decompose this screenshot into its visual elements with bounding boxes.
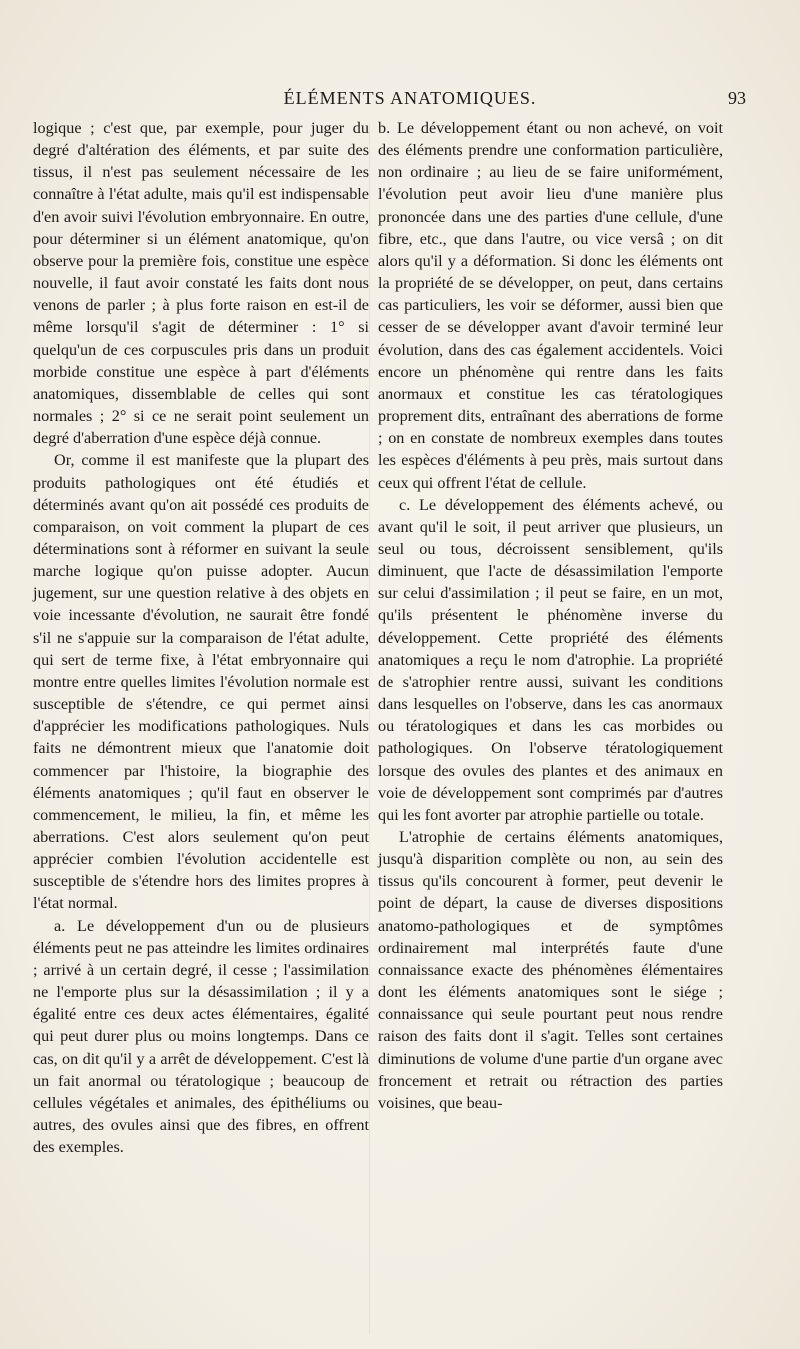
right-column	[378, 117, 723, 1114]
column-gutter	[369, 124, 370, 1334]
paragraph: L'atrophie de certains éléments anatomiques, jusqu'à disparition complète ou non, au sein des tissus qu'ils concourent à former, peut devenir le point de départ, la cause de diverses dispositions anatomo-pathologiques et de symptômes ordinairement mal interprétés faute d'une connaissance exacte des phénomènes élémentaires dont les éléments anatomiques sont le siége ; connaissance qui seule pourtant peut nous rendre raison des faits dont il s'agit. Telles sont certaines diminutions de volume d'une partie d'un organe avec froncement et retrait ou rétraction des parties voisines, que beau-	[378, 828, 723, 1112]
paragraph: c. Le développement des éléments achevé, ou avant qu'il le soit, il peut arriver que plusieurs, un seul ou tous, décroissent sensiblement, qu'ils diminuent, que l'acte de désassimilation l'emporte sur celui d'assimilation ; il peut se faire, en un mot, qu'ils présentent le phénomène inverse du développement. Cette propriété des éléments anatomiques a reçu le nom d'atrophie. La propriété de s'atrophier rentre aussi, suivant les conditions dans lesquelles on l'observe, dans les cas anormaux ou tératologiques et dans les cas morbides ou pathologiques. On l'observe tératologiquement lorsque des ovules des plantes et des animaux en voie de développement sont comprimés par d'autres qui les font avorter par atrophie partielle ou totale.	[378, 495, 723, 824]
page-number: 93	[728, 88, 746, 108]
running-header: ÉLÉMENTS ANATOMIQUES.	[283, 88, 537, 108]
paragraph: logique ; c'est que, par exemple, pour juger du degré d'altération des éléments, et par suite des tissus, il n'est pas seulement nécessaire de les connaître à l'état adulte, mais qu'il est indispensable d'en avoir suivi l'évolution embryonnaire. En outre, pour déterminer si un élément anatomique, qu'on observe pour la première fois, constitue une espèce nouvelle, il faut avoir constaté les faits dont nous venons de parler ; à plus forte raison en est-il de même lorsqu'il s'agit de déterminer : 1° si quelqu'un de ces corpuscules pris dans un produit morbide constitue une espèce à part d'éléments anatomiques, dissemblable de celles qui sont normales ; 2° si ce ne serait point seulement un degré d'aberration d'une espèce déjà connue.	[33, 119, 369, 448]
paragraph: a. Le développement d'un ou de plusieurs éléments peut ne pas atteindre les limites ordinaires ; arrivé à un certain degré, il cesse ; l'assimilation ne l'emporte plus sur la désassimilation ; il y a égalité entre ces deux actes élémentaires, égalité qui peut durer plus ou moins longtemps. Dans ce cas, on dit qu'il y a arrêt de développement. C'est là un fait anormal ou tératologique ; beaucoup de cellules végétales et animales, des épithéliums ou autres, des ovules ainsi que des fibres, en offrent des exemples.	[33, 916, 369, 1157]
paragraph: b. Le développement étant ou non achevé, on voit des éléments prendre une conformation particulière, non ordinaire ; au lieu de se faire uniformément, l'évolution peut avoir lieu d'une manière plus prononcée dans une des parties d'une cellule, d'une fibre, etc., que dans l'autre, ou vice versâ ; on dit alors qu'il y a déformation. Si donc les éléments ont la propriété de se développer, on peut, dans certains cas particuliers, les voir se déformer, aussi bien que cesser de se développer avant d'avoir terminé leur évolution, dans des cas également accidentels. Voici encore un phénomène qui rentre dans les faits anormaux et constitue les cas tératologiques proprement dits, entraînant des aberrations de forme ; on en constate de nombreux exemples dans toutes les espèces d'éléments à peu près, mais surtout dans ceux qui offrent l'état de cellule.	[378, 119, 723, 492]
left-column	[33, 117, 369, 1158]
paragraph: Or, comme il est manifeste que la plupart des produits pathologiques ont été étudiés et déterminés avant qu'on ait possédé ces produits de comparaison, on voit comment la plupart de ces déterminations sont à réformer en suivant la seule marche logique qu'on puisse adopter. Aucun jugement, sur une question relative à des objets en voie incessante d'évolution, ne saurait être fondé s'il ne s'appuie sur la comparaison de l'état adulte, qui sert de terme fixe, à l'état embryonnaire qui montre entre quelles limites l'évolution normale est susceptible de s'étendre, ce qui permet ainsi d'apprécier les modifications pathologiques. Nuls faits ne démontrent mieux que l'anatomie doit commencer par l'histoire, la biographie des éléments anatomiques ; qu'il faut en observer le commencement, le milieu, la fin, et même les aberrations. C'est alors seulement qu'on peut apprécier combien l'évolution accidentelle est susceptible de s'étendre hors des limites propres à l'état normal.	[33, 451, 369, 913]
